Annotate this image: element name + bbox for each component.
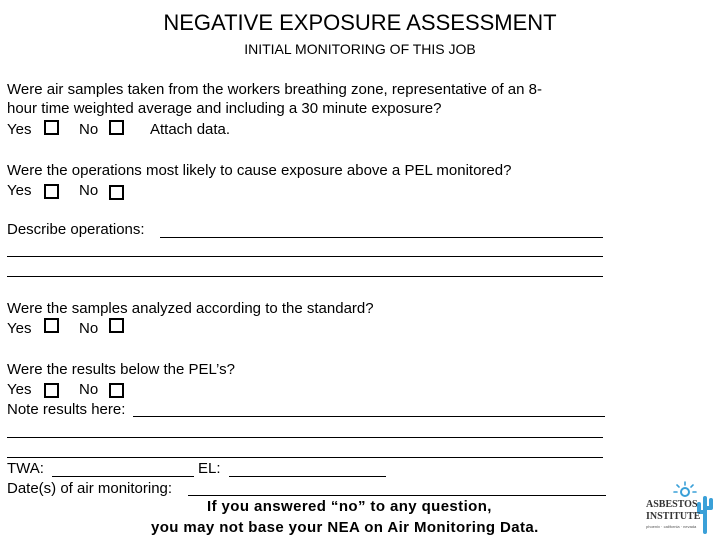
describe-line-3[interactable] [7,276,603,277]
twa-label: TWA: [7,460,44,477]
note-results-label: Note results here: [7,401,126,418]
describe-line-2[interactable] [7,256,603,257]
q1-yes-label: Yes [7,121,32,138]
sun-icon [674,482,696,496]
q3-yes-checkbox[interactable] [44,318,59,333]
q4-no-label: No [79,381,99,398]
asbestos-institute-logo [645,480,720,535]
q1-no-checkbox[interactable] [109,120,124,135]
q1-yes-checkbox[interactable] [44,120,59,135]
footer-line-1: If you answered “no” to any question, [207,498,492,515]
dates-field-line[interactable] [188,495,606,496]
describe-line-1[interactable] [160,237,603,238]
q2-no-label: No [79,182,99,199]
describe-operations-label: Describe operations: [7,221,145,238]
question-3: Were the samples analyzed according to the standard? [7,300,374,317]
note-results-line-2[interactable] [7,437,603,438]
note-results-line-1[interactable] [133,416,605,417]
logo-graphic [645,480,720,535]
q3-no-checkbox[interactable] [109,318,124,333]
logo-tagline: phoenix · california · nevada [646,524,697,529]
q2-yes-label: Yes [7,182,32,199]
page-subtitle: INITIAL MONITORING OF THIS JOB [244,41,476,57]
question-1-line-2: hour time weighted average and including a 30 minute exposure? [7,100,442,117]
note-results-line-3[interactable] [7,457,603,458]
page-title: NEGATIVE EXPOSURE ASSESSMENT [163,10,557,35]
el-field-line[interactable] [229,476,386,477]
footer-line-2: you may not base your NEA on Air Monitoring Data. [151,519,539,536]
q3-yes-label: Yes [7,320,32,337]
question-4: Were the results below the PEL’s? [7,361,235,378]
q1-attach-label: Attach data. [150,121,231,138]
q2-no-checkbox[interactable] [109,185,124,200]
logo-word-1: ASBESTOS [646,499,698,510]
cactus-icon [699,498,711,532]
q3-no-label: No [79,320,99,337]
q4-yes-label: Yes [7,381,32,398]
question-1-line-1: Were air samples taken from the workers breathing zone, representative of an 8- [7,81,542,98]
question-2: Were the operations most likely to cause exposure above a PEL monitored? [7,162,512,179]
logo-word-2: INSTITUTE [646,511,701,522]
q2-yes-checkbox[interactable] [44,184,59,199]
dates-label: Date(s) of air monitoring: [7,480,173,497]
q1-no-label: No [79,121,99,138]
el-label: EL: [198,460,221,477]
q4-yes-checkbox[interactable] [44,383,59,398]
twa-field-line[interactable] [52,476,194,477]
q4-no-checkbox[interactable] [109,383,124,398]
